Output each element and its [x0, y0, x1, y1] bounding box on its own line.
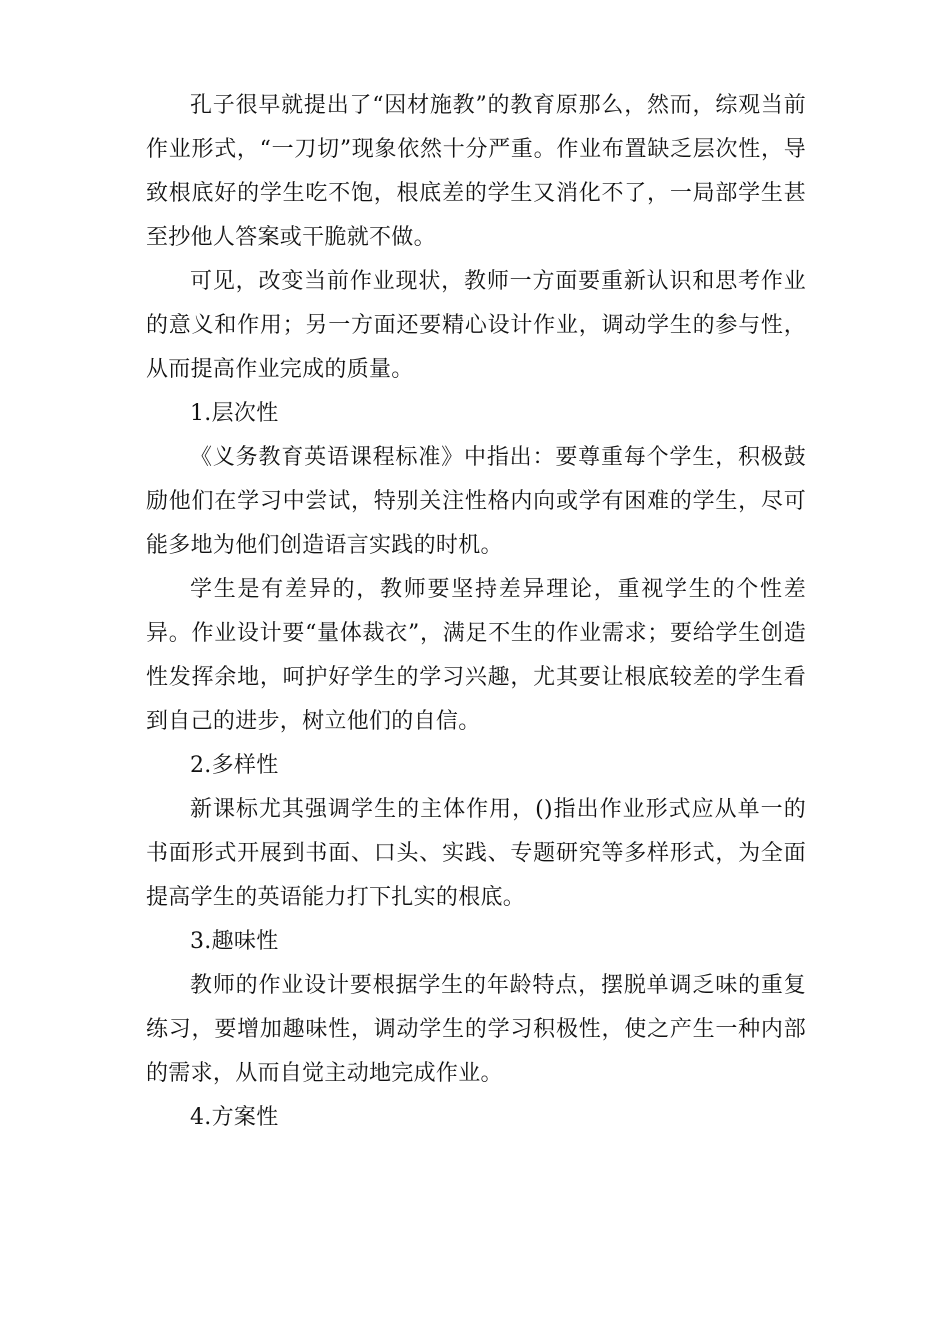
paragraph-intro: 孔子很早就提出了“因材施教”的教育原那么，然而，综观当前作业形式，“一刀切”现象依然十分严重。作业布置缺乏层次性，导致根底好的学生吃不饱，根底差的学生又消化不了，一局部学生甚至抄他人答案或干脆就不做。 — [146, 93, 806, 250]
paragraph-summary: 可见，改变当前作业现状，教师一方面要重新认识和思考作业的意义和作用；另一方面还要精心设计作业，调动学生的参与性，从而提高作业完成的质量。 — [146, 269, 806, 382]
paragraph-standard: 《义务教育英语课程标准》中指出：要尊重每个学生，积极鼓励他们在学习中尝试，特别关注性格内向或学有困难的学生，尽可能多地为他们创造语言实践的时机。 — [146, 445, 806, 558]
section-heading-1: 1.层次性 — [190, 401, 279, 426]
section-heading-3: 3.趣味性 — [190, 929, 279, 954]
section-heading-4: 4.方案性 — [190, 1105, 279, 1130]
section-heading-2: 2.多样性 — [190, 753, 279, 778]
document-page — [146, 84, 806, 1140]
paragraph-interest: 教师的作业设计要根据学生的年龄特点，摆脱单调乏味的重复练习，要增加趣味性，调动学生的学习积极性，使之产生一种内部的需求，从而自觉主动地完成作业。 — [146, 973, 806, 1086]
paragraph-differences: 学生是有差异的，教师要坚持差异理论，重视学生的个性差异。作业设计要“量体裁衣”，满足不生的作业需求；要给学生创造性发挥余地，呵护好学生的学习兴趣，尤其要让根底较差的学生看到自己的进步，树立他们的自信。 — [146, 577, 806, 734]
paragraph-diversity: 新课标尤其强调学生的主体作用，()指出作业形式应从单一的书面形式开展到书面、口头、实践、专题研究等多样形式，为全面提高学生的英语能力打下扎实的根底。 — [146, 797, 806, 910]
